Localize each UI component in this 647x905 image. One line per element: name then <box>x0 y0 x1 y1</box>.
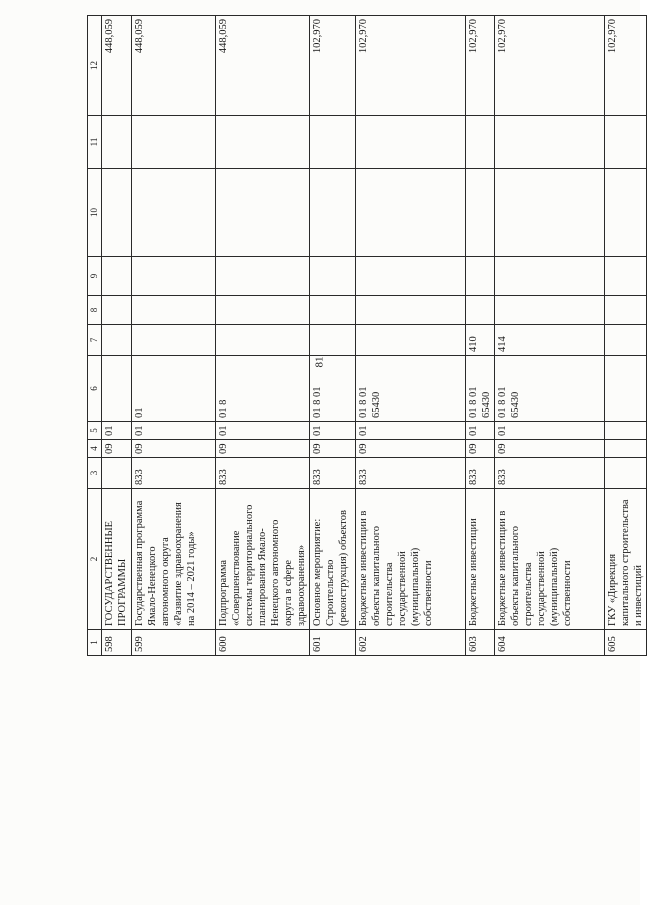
cell-c8 <box>605 296 647 325</box>
row-name-cell: ГКУ «Дирекция капитального строительства и инвестиций <box>605 489 647 630</box>
cell-c12: 102,970 <box>466 16 495 116</box>
cell-c11 <box>356 116 466 169</box>
cell-c3: 833 <box>310 458 356 489</box>
row-name-cell: Бюджетные инвестиции <box>466 489 495 630</box>
cell-c11 <box>102 116 132 169</box>
cell-c11 <box>310 116 356 169</box>
table-row <box>310 16 356 656</box>
row-name-cell: ГОСУДАРСТВЕННЫЕ ПРОГРАММЫ <box>102 489 132 630</box>
cell-c11 <box>495 116 605 169</box>
cell-c4: 09 <box>356 440 466 458</box>
row-name-cell: Бюджетные инвестиции в объекты капитального строительства государственной (муниципальной) собственности <box>495 489 605 630</box>
cell-c4: 09 <box>495 440 605 458</box>
cell-c12: 102,970 <box>495 16 605 116</box>
cell-c10 <box>495 169 605 257</box>
row-number-cell: 599 <box>132 630 216 656</box>
cell-c10 <box>102 169 132 257</box>
row-name-cell: Бюджетные инвестиции в объекты капитального строительства государственной (муниципальной) собственности <box>356 489 466 630</box>
column-header: 1 <box>88 630 102 656</box>
row-number-cell: 603 <box>466 630 495 656</box>
cell-c12: 448,059 <box>216 16 310 116</box>
cell-c9 <box>356 257 466 296</box>
cell-c5: 01 <box>216 422 310 440</box>
row-number-cell: 600 <box>216 630 310 656</box>
cell-c10 <box>132 169 216 257</box>
row-number-cell: 602 <box>356 630 466 656</box>
page-number: 81 <box>313 356 326 368</box>
row-number-cell: 598 <box>102 630 132 656</box>
cell-c8 <box>216 296 310 325</box>
cell-c9 <box>495 257 605 296</box>
row-name-cell: Подпрограмма «Совершенствование системы территориального планирования Ямало-Ненецкого автономного округа в сфере здравоохранения» <box>216 489 310 630</box>
cell-c6: 01 <box>132 356 216 422</box>
cell-c4: 09 <box>102 440 132 458</box>
cell-c3 <box>605 458 647 489</box>
table-row <box>102 16 132 656</box>
cell-c9 <box>605 257 647 296</box>
cell-c8 <box>495 296 605 325</box>
column-header: 3 <box>88 458 102 489</box>
cell-c12: 102,970 <box>356 16 466 116</box>
cell-c7 <box>310 325 356 356</box>
cell-c5: 01 <box>310 422 356 440</box>
column-header: 4 <box>88 440 102 458</box>
cell-c7 <box>356 325 466 356</box>
cell-c11 <box>466 116 495 169</box>
cell-c4: 09 <box>132 440 216 458</box>
row-name-cell: Государственная программа Ямало-Ненецкого автономного округа «Развитие здравоохранения на 2014 – 2021 годы» <box>132 489 216 630</box>
table-row <box>495 16 605 656</box>
column-header: 6 <box>88 356 102 422</box>
cell-c4: 09 <box>310 440 356 458</box>
cell-c9 <box>132 257 216 296</box>
cell-c11 <box>132 116 216 169</box>
cell-c5: 01 <box>466 422 495 440</box>
cell-c3: 833 <box>356 458 466 489</box>
column-header: 8 <box>88 296 102 325</box>
cell-c7 <box>132 325 216 356</box>
cell-c9 <box>310 257 356 296</box>
cell-c12: 448,059 <box>102 16 132 116</box>
table-row <box>132 16 216 656</box>
cell-c6 <box>605 356 647 422</box>
row-number-cell: 604 <box>495 630 605 656</box>
cell-c5: 01 <box>102 422 132 440</box>
column-header: 7 <box>88 325 102 356</box>
cell-c3: 833 <box>495 458 605 489</box>
cell-c5 <box>605 422 647 440</box>
column-header: 11 <box>88 116 102 169</box>
budget-table <box>87 15 647 656</box>
cell-c4: 09 <box>466 440 495 458</box>
cell-c10 <box>310 169 356 257</box>
cell-c6 <box>102 356 132 422</box>
cell-c6: 01 8 01 65430 <box>356 356 466 422</box>
row-number-cell: 601 <box>310 630 356 656</box>
cell-c6: 01 8 01 <box>310 356 356 422</box>
cell-c8 <box>132 296 216 325</box>
table-row <box>605 16 647 656</box>
cell-c3: 833 <box>216 458 310 489</box>
column-header: 12 <box>88 16 102 116</box>
cell-c10 <box>605 169 647 257</box>
cell-c12: 102,970 <box>605 16 647 116</box>
cell-c4: 09 <box>216 440 310 458</box>
cell-c9 <box>466 257 495 296</box>
table-body <box>102 16 647 656</box>
cell-c11 <box>605 116 647 169</box>
cell-c10 <box>356 169 466 257</box>
header-row <box>88 16 102 656</box>
cell-c11 <box>216 116 310 169</box>
row-number-cell: 605 <box>605 630 647 656</box>
table-row <box>216 16 310 656</box>
cell-c5: 01 <box>495 422 605 440</box>
cell-c7: 410 <box>466 325 495 356</box>
cell-c5: 01 <box>356 422 466 440</box>
cell-c4 <box>605 440 647 458</box>
cell-c6: 01 8 01 65430 <box>495 356 605 422</box>
cell-c8 <box>466 296 495 325</box>
cell-c3: 833 <box>466 458 495 489</box>
cell-c8 <box>102 296 132 325</box>
cell-c7 <box>102 325 132 356</box>
cell-c3: 833 <box>132 458 216 489</box>
cell-c9 <box>102 257 132 296</box>
cell-c7 <box>216 325 310 356</box>
table-row <box>356 16 466 656</box>
cell-c7 <box>605 325 647 356</box>
cell-c3 <box>102 458 132 489</box>
cell-c10 <box>466 169 495 257</box>
cell-c7: 414 <box>495 325 605 356</box>
column-header: 10 <box>88 169 102 257</box>
row-name-cell: Основное мероприятие: Строительство (реконструкция) объектов <box>310 489 356 630</box>
cell-c8 <box>356 296 466 325</box>
cell-c6: 01 8 01 65430 <box>466 356 495 422</box>
cell-c8 <box>310 296 356 325</box>
column-header: 5 <box>88 422 102 440</box>
cell-c10 <box>216 169 310 257</box>
cell-c12: 102,970 <box>310 16 356 116</box>
rotated-table-wrapper <box>87 16 644 656</box>
column-header: 9 <box>88 257 102 296</box>
cell-c5: 01 <box>132 422 216 440</box>
cell-c12: 448,059 <box>132 16 216 116</box>
cell-c9 <box>216 257 310 296</box>
column-header: 2 <box>88 489 102 630</box>
cell-c6: 01 8 <box>216 356 310 422</box>
table-row <box>466 16 495 656</box>
